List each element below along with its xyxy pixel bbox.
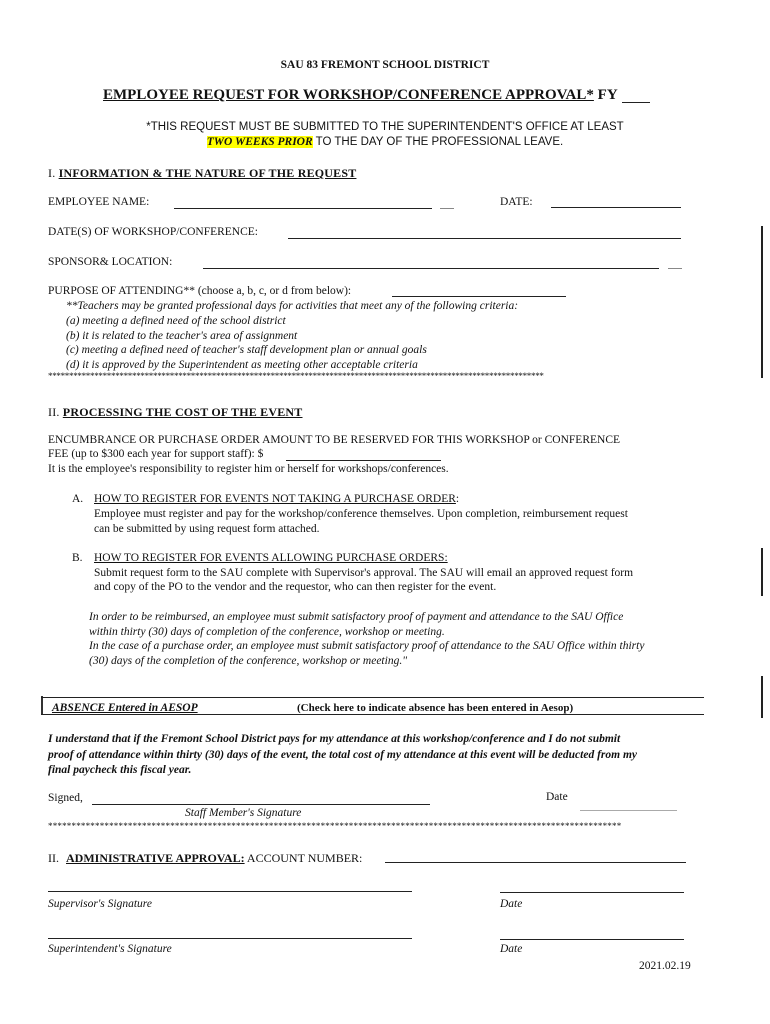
- supervisor-signature-caption: Supervisor's Signature: [48, 898, 152, 910]
- reimbursement-note-3: In the case of a purchase order, an employee must submit satisfactory proof of attendance to the SAU Office within thirty: [89, 640, 645, 652]
- section-3-number: II.: [48, 851, 59, 865]
- staff-signature-field[interactable]: [92, 804, 430, 805]
- sponsor-location-field-end: [668, 268, 682, 269]
- sponsor-location-label: SPONSOR& LOCATION:: [48, 256, 173, 268]
- reimbursement-note-2: within thirty (30) days of completion of the conference, workshop or meeting.: [89, 626, 445, 638]
- agreement-line-1: I understand that if the Fremont School District pays for my attendance at this workshop/conference and I do not submit: [48, 733, 621, 745]
- two-weeks-highlight: TWO WEEKS PRIOR: [206, 136, 313, 148]
- option-b-title: HOW TO REGISTER FOR EVENTS ALLOWING PURCHASE ORDERS:: [94, 552, 448, 564]
- scan-edge-mark-2: [761, 548, 763, 596]
- fee-amount-field[interactable]: [286, 460, 441, 461]
- section-1-number: I.: [48, 166, 56, 180]
- scan-edge-mark-3: [761, 676, 763, 718]
- criteria-item-b: (b) it is related to the teacher's area of assignment: [66, 330, 298, 342]
- option-a-line-2: can be submitted by using request form attached.: [94, 523, 320, 535]
- option-a-colon: :: [455, 493, 460, 505]
- signed-label: Signed,: [48, 792, 83, 804]
- fy-label: FY: [597, 87, 618, 103]
- aesop-box-bottom: [41, 714, 704, 715]
- section-3-title: ADMINISTRATIVE APPROVAL:: [66, 851, 245, 865]
- revision-date: 2021.02.19: [639, 960, 691, 972]
- supervisor-date-field[interactable]: [500, 892, 684, 893]
- purpose-label: PURPOSE OF ATTENDING** (choose a, b, c, or d from below):: [48, 285, 352, 297]
- option-b-letter: B.: [72, 552, 83, 564]
- option-a-line-1: Employee must register and pay for the workshop/conference themselves. Upon completion, reimbursement request: [94, 508, 628, 520]
- workshop-dates-field[interactable]: [288, 238, 681, 239]
- agreement-line-2: proof of attendance within thirty (30) days of the event, the total cost of my attendance at this event will be deducted from my: [48, 749, 638, 761]
- workshop-dates-label: DATE(S) OF WORKSHOP/CONFERENCE:: [48, 226, 259, 238]
- purpose-field[interactable]: [392, 296, 566, 297]
- superintendent-signature-field[interactable]: [48, 938, 412, 939]
- option-a-heading: [94, 493, 459, 505]
- option-a-title: HOW TO REGISTER FOR EVENTS NOT TAKING A PURCHASE ORDER: [94, 493, 456, 505]
- employee-name-field-end: [440, 208, 454, 209]
- signature-date-field[interactable]: [580, 810, 677, 811]
- date-field[interactable]: [551, 207, 681, 208]
- district-header: SAU 83 FREMONT SCHOOL DISTRICT: [280, 59, 490, 71]
- notice-line-2-rest: TO THE DAY OF THE PROFESSIONAL LEAVE.: [312, 136, 564, 148]
- fy-blank[interactable]: [622, 102, 650, 103]
- fee-label: FEE (up to $300 each year for support staff): $: [48, 448, 264, 460]
- notice-line-1: *THIS REQUEST MUST BE SUBMITTED TO THE SUPERINTENDENT'S OFFICE AT LEAST: [146, 121, 624, 133]
- signature-date-label: Date: [546, 791, 568, 803]
- separator-stars-1: **********************************************************************************************************************: [48, 371, 544, 381]
- account-number-label: ACCOUNT NUMBER:: [246, 851, 363, 865]
- option-a-letter: A.: [72, 493, 84, 505]
- aesop-label: ABSENCE Entered in AESOP: [52, 702, 198, 714]
- criteria-item-a: (a) meeting a defined need of the school district: [66, 315, 286, 327]
- supervisor-date-caption: Date: [500, 898, 523, 910]
- aesop-box-left-edge: [41, 696, 43, 714]
- employee-name-label: EMPLOYEE NAME:: [48, 196, 150, 208]
- form-title: [103, 87, 618, 104]
- section-2-number: II.: [48, 405, 60, 419]
- encumbrance-line: ENCUMBRANCE OR PURCHASE ORDER AMOUNT TO BE RESERVED FOR THIS WORKSHOP or CONFERENCE: [48, 434, 621, 446]
- option-b-line-1: Submit request form to the SAU complete with Supervisor's approval. The SAU will email an approved request form: [94, 567, 634, 579]
- scan-edge-mark-1: [761, 226, 763, 378]
- agreement-line-3: final paycheck this fiscal year.: [48, 764, 192, 776]
- section-3-heading: [48, 851, 362, 866]
- staff-signature-caption: Staff Member's Signature: [185, 807, 302, 819]
- account-number-field[interactable]: [385, 862, 686, 863]
- option-b-line-2: and copy of the PO to the vendor and the requestor, who can then register for the event.: [94, 581, 497, 593]
- section-2-title: PROCESSING THE COST OF THE EVENT: [62, 405, 303, 419]
- section-1-title: INFORMATION & THE NATURE OF THE REQUEST: [58, 166, 357, 180]
- section-1-heading: [48, 166, 356, 181]
- superintendent-signature-caption: Superintendent's Signature: [48, 943, 172, 955]
- notice-line-2: [0, 136, 770, 148]
- sponsor-location-field[interactable]: [203, 268, 659, 269]
- date-label: DATE:: [500, 196, 533, 208]
- criteria-item-d: (d) it is approved by the Superintendent as meeting other acceptable criteria: [66, 359, 418, 371]
- superintendent-date-field[interactable]: [500, 939, 684, 940]
- reimbursement-note-1: In order to be reimbursed, an employee must submit satisfactory proof of payment and attendance to the SAU Office: [89, 611, 624, 623]
- aesop-checkbox[interactable]: (Check here to indicate absence has been entered in Aesop): [297, 702, 574, 714]
- aesop-box-top: [41, 697, 704, 698]
- employee-name-field[interactable]: [174, 208, 432, 209]
- criteria-item-c: (c) meeting a defined need of teacher's staff development plan or annual goals: [66, 344, 427, 356]
- superintendent-date-caption: Date: [500, 943, 523, 955]
- responsibility-note: It is the employee's responsibility to register him or herself for workshops/conferences.: [48, 463, 449, 475]
- section-2-heading: [48, 405, 303, 420]
- form-title-text: EMPLOYEE REQUEST FOR WORKSHOP/CONFERENCE APPROVAL*: [103, 87, 594, 103]
- reimbursement-note-4: (30) days of the completion of the conference, workshop or meeting.": [89, 655, 408, 667]
- separator-stars-2: **************************************************************************************************************************: [48, 821, 622, 831]
- criteria-intro: **Teachers may be granted professional days for activities that meet any of the following criteria:: [66, 300, 519, 312]
- supervisor-signature-field[interactable]: [48, 891, 412, 892]
